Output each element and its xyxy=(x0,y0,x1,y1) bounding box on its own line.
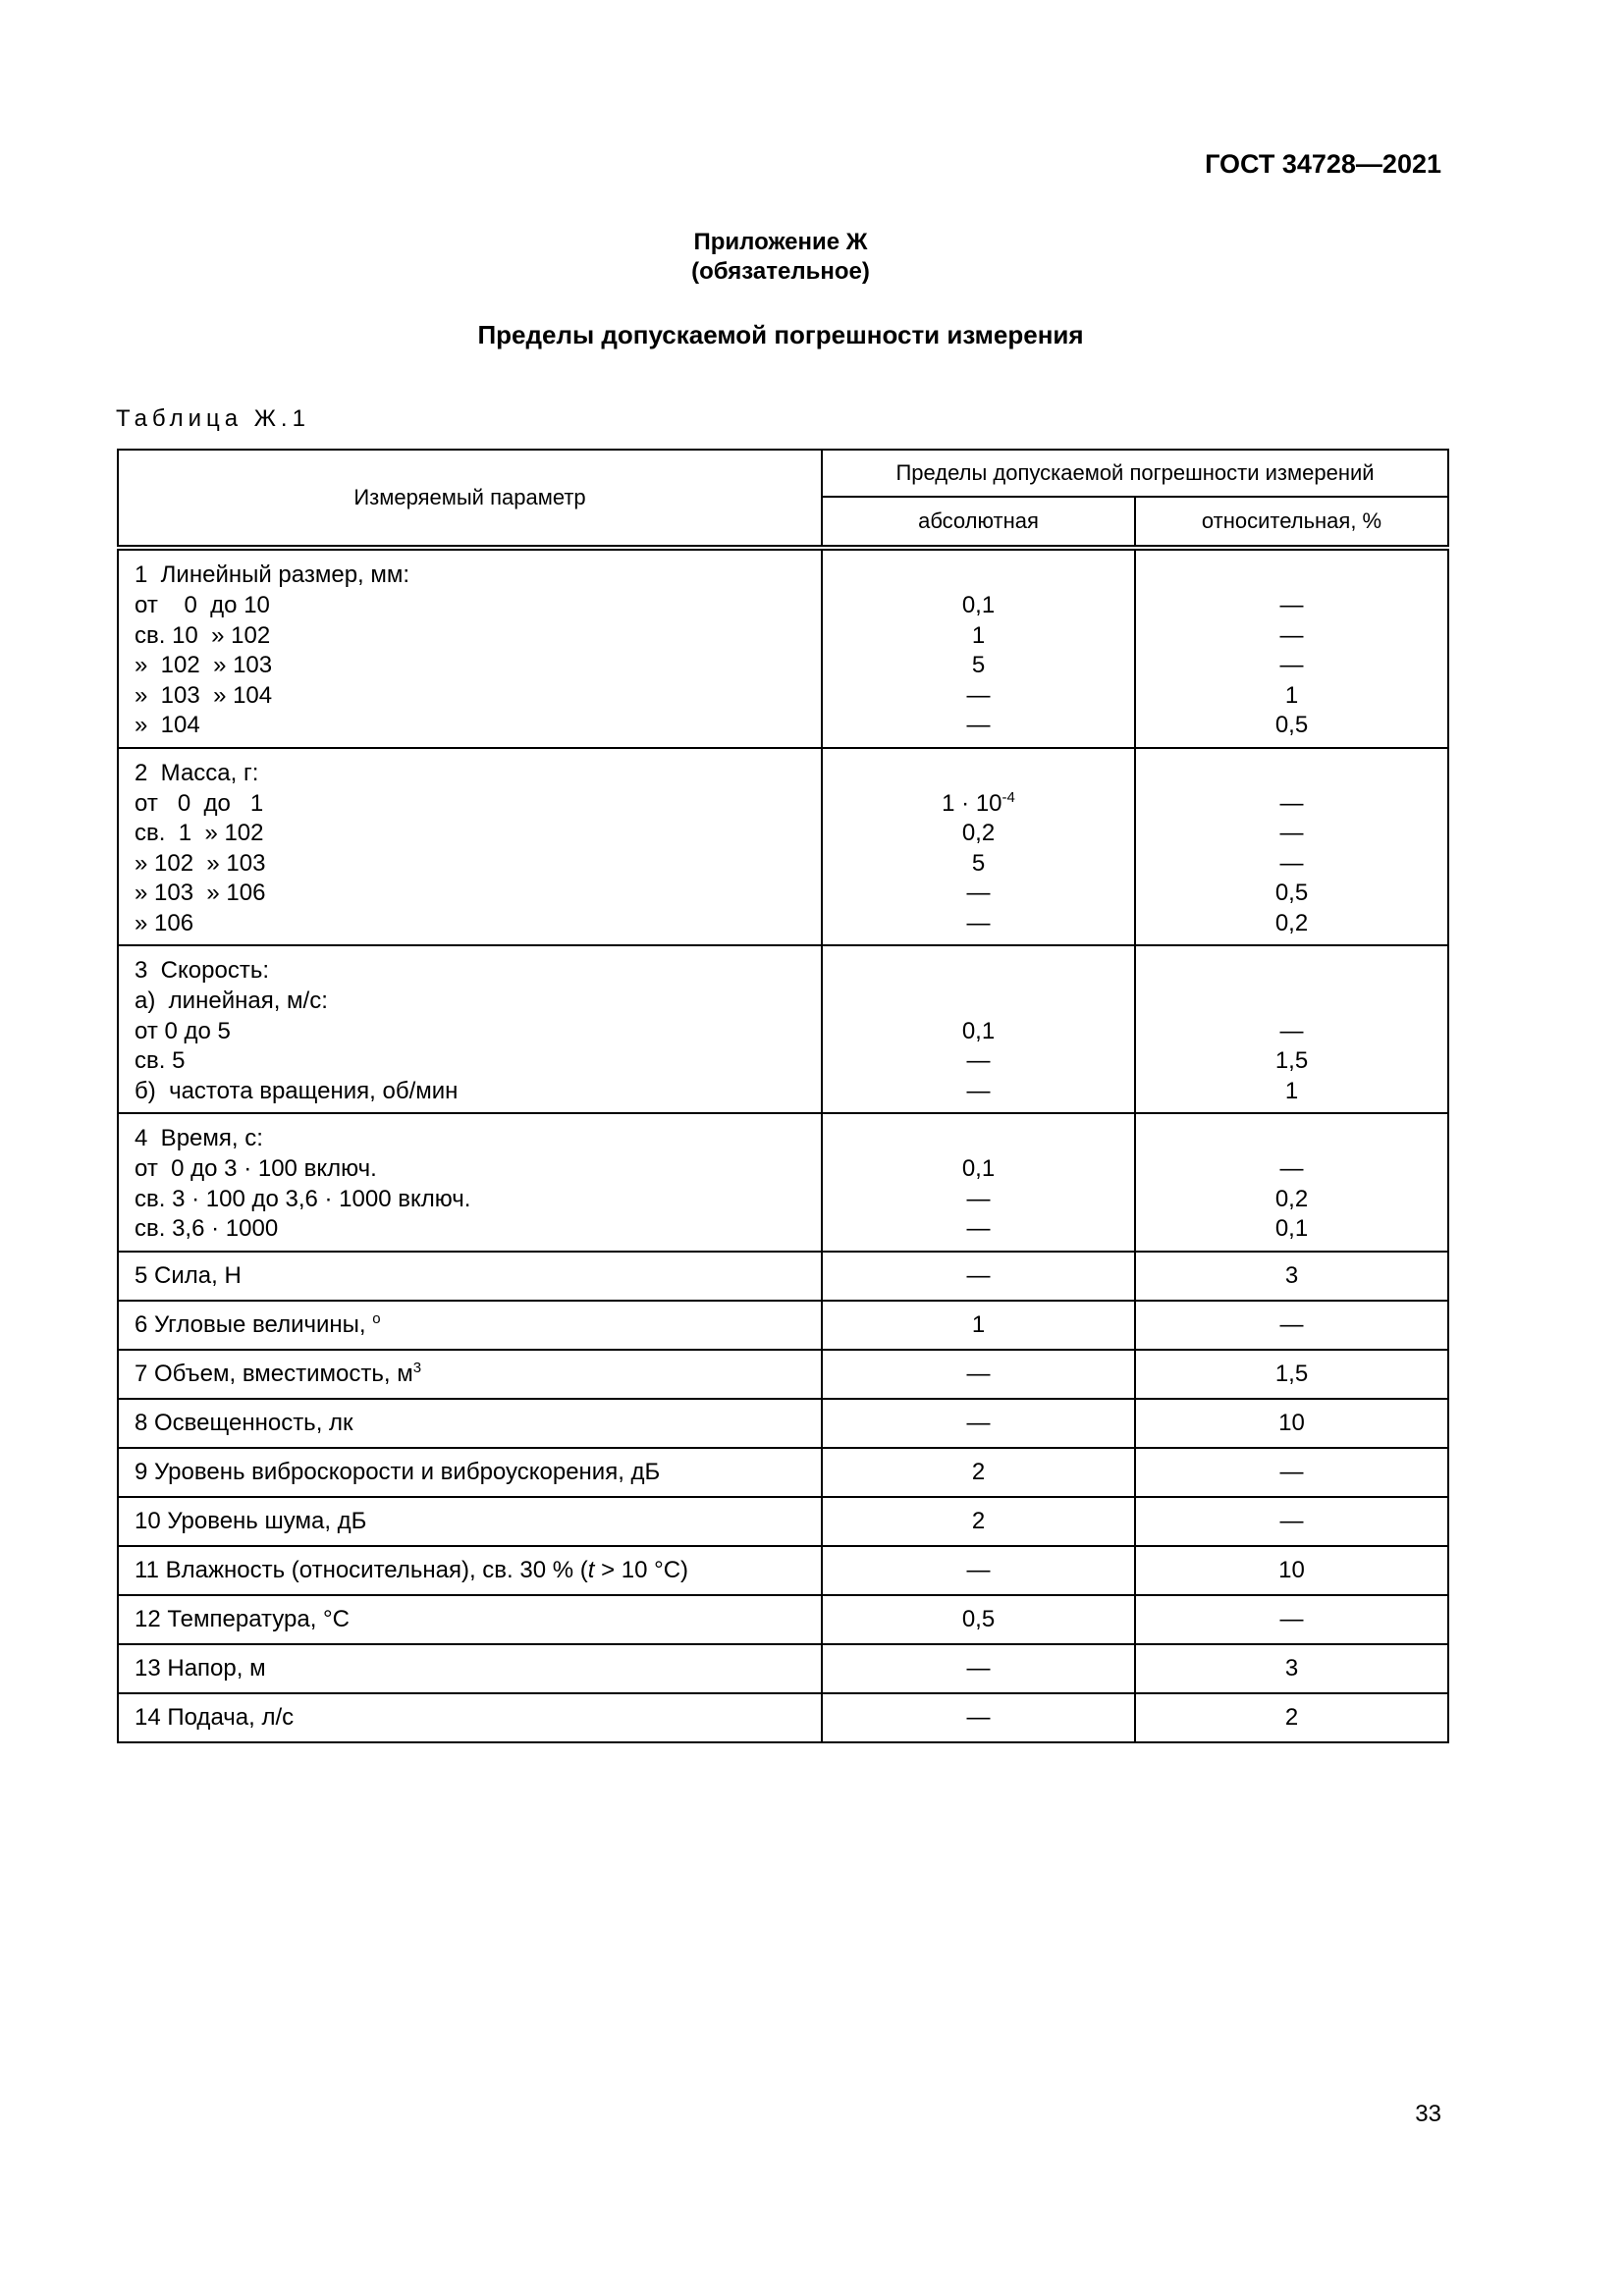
absolute-value: — xyxy=(966,1077,991,1104)
relative-value: 0,2 xyxy=(1274,909,1309,936)
table-row-group-4 xyxy=(118,1113,1448,1252)
relative-value: 0,2 xyxy=(1274,1185,1309,1212)
relative-cell xyxy=(1135,748,1448,946)
param-cell xyxy=(118,945,822,1113)
relative-value: 2 xyxy=(1135,1693,1448,1742)
relative-value: 1 xyxy=(1284,1077,1299,1104)
absolute-cell xyxy=(822,748,1135,946)
param-text: 6 Угловые величины, xyxy=(135,1310,373,1338)
header-parameter: Измеряемый параметр xyxy=(118,450,822,548)
param-line: » 103 » 104 xyxy=(135,681,273,709)
param-cell xyxy=(118,1546,822,1595)
param-line: св. 3,6 · 1000 xyxy=(135,1215,279,1242)
group-heading: 1 Линейный размер, мм: xyxy=(135,561,410,588)
relative-value: — xyxy=(1279,849,1304,877)
group-heading: 3 Скорость: xyxy=(135,957,269,984)
header-relative: относительная, % xyxy=(1135,497,1448,548)
page-title: Пределы допускаемой погрешности измерения xyxy=(477,320,1084,349)
table-row xyxy=(118,1595,1448,1644)
param-cell xyxy=(118,1301,822,1350)
param-line: от 0 до 5 xyxy=(135,1017,231,1044)
param-italic: t xyxy=(587,1556,595,1583)
absolute-value: — xyxy=(822,1399,1135,1448)
param-line: б) частота вращения, об/мин xyxy=(135,1077,459,1104)
table-row xyxy=(118,1644,1448,1693)
relative-value: 1 xyxy=(1284,681,1299,709)
relative-cell xyxy=(1135,945,1448,1113)
relative-value: — xyxy=(1279,789,1304,817)
param-line: св. 10 » 102 xyxy=(135,621,271,649)
table-row xyxy=(118,1252,1448,1301)
table-row xyxy=(118,1301,1448,1350)
absolute-value: — xyxy=(822,1350,1135,1399)
absolute-value: — xyxy=(966,909,991,936)
param-superscript: 3 xyxy=(412,1359,422,1376)
relative-value: — xyxy=(1279,621,1304,649)
param-cell xyxy=(118,1350,822,1399)
absolute-value: — xyxy=(822,1252,1135,1301)
param-line: » 106 xyxy=(135,909,194,936)
absolute-value: 2 xyxy=(822,1448,1135,1497)
param-line: от 0 до 3 · 100 включ. xyxy=(135,1155,377,1182)
annex-status: (обязательное) xyxy=(691,258,870,285)
absolute-value: — xyxy=(966,1215,991,1242)
param-line: св. 3 · 100 до 3,6 · 1000 включ. xyxy=(135,1185,471,1212)
absolute-cell xyxy=(822,548,1135,748)
absolute-cell xyxy=(822,1113,1135,1252)
param-cell: 10 Уровень шума, дБ xyxy=(118,1497,822,1546)
table-row xyxy=(118,1546,1448,1595)
param-text: 11 Влажность (относительная), св. 30 % ( xyxy=(135,1556,588,1583)
relative-value: — xyxy=(1279,1017,1304,1044)
param-cell: 5 Сила, Н xyxy=(118,1252,822,1301)
relative-cell xyxy=(1135,548,1448,748)
param-superscript: о xyxy=(372,1309,381,1327)
relative-value: — xyxy=(1135,1497,1448,1546)
param-tail: > 10 °С) xyxy=(594,1556,689,1583)
table-row xyxy=(118,1350,1448,1399)
relative-value: 10 xyxy=(1135,1399,1448,1448)
group-subheading: а) линейная, м/с: xyxy=(135,988,328,1014)
relative-value: — xyxy=(1135,1301,1448,1350)
absolute-value: 0,1 xyxy=(961,1155,996,1182)
param-line: » 102 » 103 xyxy=(135,652,273,678)
absolute-value: 2 xyxy=(822,1497,1135,1546)
absolute-value: — xyxy=(966,880,991,906)
relative-value: 3 xyxy=(1135,1644,1448,1693)
absolute-value-exponent: -4 xyxy=(1001,788,1015,806)
table-row-group-2 xyxy=(118,748,1448,946)
table-row xyxy=(118,1497,1448,1546)
absolute-value: 5 xyxy=(971,849,986,877)
absolute-value: 0,1 xyxy=(961,1017,996,1044)
param-line: » 103 » 106 xyxy=(135,880,266,906)
header-absolute: абсолютная xyxy=(822,497,1135,548)
table-row-group-1 xyxy=(118,548,1448,748)
param-line: св. 5 xyxy=(135,1047,186,1074)
absolute-value: — xyxy=(966,681,991,709)
absolute-value: — xyxy=(966,1185,991,1212)
param-cell xyxy=(118,548,822,748)
param-cell: 13 Напор, м xyxy=(118,1644,822,1693)
absolute-value: — xyxy=(822,1546,1135,1595)
relative-value: — xyxy=(1279,592,1304,618)
relative-value: 1,5 xyxy=(1135,1350,1448,1399)
document-code: ГОСТ 34728—2021 xyxy=(1205,149,1441,179)
param-cell: 9 Уровень виброскорости и виброускорения, дБ xyxy=(118,1448,822,1497)
absolute-value: — xyxy=(822,1693,1135,1742)
absolute-value xyxy=(823,789,1134,820)
header-limits: Пределы допускаемой погрешности измерений xyxy=(822,450,1448,497)
param-cell: 12 Температура, °С xyxy=(118,1595,822,1644)
relative-value: 0,5 xyxy=(1274,712,1309,738)
relative-value: 1,5 xyxy=(1274,1047,1309,1074)
absolute-value: — xyxy=(822,1644,1135,1693)
relative-value: — xyxy=(1135,1448,1448,1497)
param-line: » 104 xyxy=(135,712,200,738)
param-cell xyxy=(118,1113,822,1252)
absolute-value: — xyxy=(966,712,991,738)
table-caption: Таблица Ж.1 xyxy=(116,405,310,432)
param-line: » 102 » 103 xyxy=(135,849,266,877)
param-line: св. 1 » 102 xyxy=(135,820,264,846)
page-number: 33 xyxy=(1415,2101,1441,2127)
param-cell xyxy=(118,748,822,946)
group-heading: 4 Время, с: xyxy=(135,1125,263,1151)
annex-title: Приложение Ж xyxy=(693,229,868,255)
annex-heading xyxy=(0,228,1561,287)
limits-table xyxy=(117,449,1449,1743)
relative-value: 3 xyxy=(1135,1252,1448,1301)
absolute-value: 1 xyxy=(822,1301,1135,1350)
group-heading: 2 Масса, г: xyxy=(135,759,259,786)
absolute-value-base: 1 · 10 xyxy=(942,789,1002,817)
relative-cell xyxy=(1135,1113,1448,1252)
absolute-value: 0,2 xyxy=(961,820,996,846)
param-text: 7 Объем, вместимость, м xyxy=(135,1360,413,1387)
param-line: от 0 до 10 xyxy=(135,592,270,618)
param-line: от 0 до 1 xyxy=(135,789,264,817)
relative-value: — xyxy=(1279,1155,1304,1182)
absolute-value: 1 xyxy=(971,621,986,649)
table-row xyxy=(118,1399,1448,1448)
absolute-value: — xyxy=(966,1047,991,1074)
table-row xyxy=(118,1693,1448,1742)
relative-value: — xyxy=(1279,652,1304,678)
absolute-value: 0,5 xyxy=(822,1595,1135,1644)
relative-value: — xyxy=(1279,820,1304,846)
table-row-group-3 xyxy=(118,945,1448,1113)
table-row xyxy=(118,1448,1448,1497)
param-cell: 8 Освещенность, лк xyxy=(118,1399,822,1448)
relative-value: 0,1 xyxy=(1274,1215,1309,1242)
absolute-value: 5 xyxy=(971,652,986,678)
relative-value: 10 xyxy=(1135,1546,1448,1595)
absolute-cell xyxy=(822,945,1135,1113)
param-cell: 14 Подача, л/с xyxy=(118,1693,822,1742)
absolute-value: 0,1 xyxy=(961,592,996,618)
relative-value: 0,5 xyxy=(1274,880,1309,906)
relative-value: — xyxy=(1135,1595,1448,1644)
